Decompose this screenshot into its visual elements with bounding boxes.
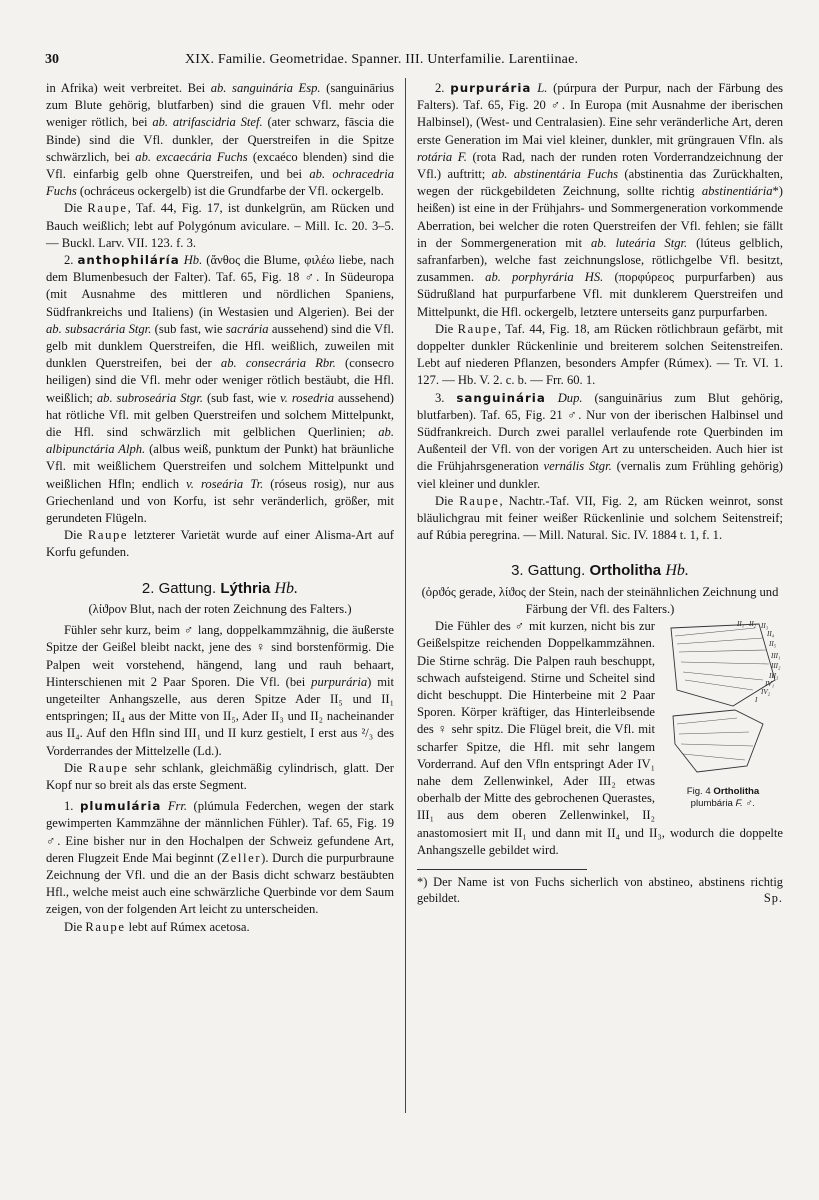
text-run: 1. bbox=[64, 799, 80, 814]
text-run: , Taf. 44, Fig. 18, am Rücken rötlichbraun gefärbt, mit doppelter dunkler Rückenlinie und breiterem solchen Seitenstreifen. Lebt auf niederen Pflanzen, besonders Ampfer (Rúmex). — Tr. VI. 1. 127. — Hb. V. 2. c. b. — Frr. 60. 1. bbox=[417, 321, 783, 388]
text-run: aussehend) hat rötliche Vfl. mit gelben Querstreifen und solchem Mittelpunkt, die Hfl. sind schwärzlich mit gelblichen Querlinien; bbox=[46, 390, 395, 440]
figure-genus: Ortholitha bbox=[713, 786, 760, 798]
text-run: (ἄνθος die Blume, φιλέω liebe, nach dem Blumenbesuch der Falter). Taf. 65, Fig. 18 ♂. In Südeuropa (mit Ausnahme des mittleren und nördlichen Spaniens, Südfrankreichs und Italiens) (in Westasien und Algerien). Bei der bbox=[46, 253, 394, 319]
footnote-rule bbox=[417, 869, 587, 870]
running-title: XIX. Familie. Geometridae. Spanner. III. Unterfamilie. Larentiinae. bbox=[185, 52, 579, 67]
vein-label: III₃ bbox=[769, 672, 779, 681]
text-run: (πορφύρεος purpurfarben) aus Südrußland hat purpurfarbene Vfl. mit dunklerem Querstreifen und Mittelpunkt, die Hfl. ockergelb, letztere unterseits ganz purpurfarben. bbox=[417, 270, 783, 319]
text-run: , Nachtr.-Taf. VII, Fig. 2, am Rücken weinrot, sonst bläulichgrau mit feiner weißer Rückenlinie und solchem Seitenstreif; auf Rúbia peregrina. — Mill. Natural. Sic. IV. 1884 t. 1, f. 1. bbox=[417, 493, 783, 543]
text-run: Die bbox=[64, 760, 89, 775]
genus-heading-ortholitha bbox=[417, 562, 783, 579]
column-divider bbox=[405, 78, 406, 1113]
italic-text: ab. atrifascidria Stef. bbox=[152, 115, 263, 130]
text-run: (vernalis zum Frühling gehörig) viel kleiner und dunkler. bbox=[417, 459, 783, 491]
genus-name: Lýthria bbox=[220, 579, 271, 597]
text-run: 2. bbox=[435, 81, 451, 95]
italic-text: v. rosedria bbox=[280, 390, 335, 405]
text-run: (albus weiß, punktum der Punkt) hat bräunliche Vfl. mit weißlichem Querstreifen und solchem Mittelpunkt und weißlichen Hfln; endlich bbox=[46, 442, 394, 491]
text-run: (ater schwarz, fāscia die Binde) sind die Vfl. dunkler, der Querstreifen in die Spitze schwärzlich, bei bbox=[46, 115, 395, 164]
genus-heading-lythria bbox=[46, 580, 394, 597]
spaced-text: Raupe bbox=[85, 919, 126, 934]
italic-text: v. roseária Tr. bbox=[186, 476, 264, 491]
text-run: Fühler sehr kurz, beim ♂ lang, doppelkammzähnig, die äußerste Spitze der Geißel bleibt nackt, jene des ♀ sind borstenförmig. Die Palpen weit vorstehend, hängend, lang und rauh behaart, Hinterschienen mit 2 Paar Sporen. Die Vfl. (bei bbox=[46, 623, 394, 689]
text-run: (sub fast, wie bbox=[151, 321, 226, 336]
text-run: (sanguinārius zum Blut gehörig, blutfarben). Taf. 65, Fig. 21 ♂. Nur von der iberischen Halbinsel und Südfrankreich. Durch zwei parallel verlaufende rote Querbinden im Außenteil der Vfl. von der vorigen Art zu unterscheiden. Auch hier ist die Frühjahrsgeneration bbox=[417, 390, 783, 474]
vein-label: II₄ bbox=[767, 630, 775, 639]
italic-text: ab. ochracedria Fuchs bbox=[46, 167, 394, 199]
text-run: (consecro heiligen) sind die Vfl. mehr oder weniger rötlich bestäubt, die Hfl. weißlich; bbox=[46, 356, 394, 405]
paragraph bbox=[46, 527, 394, 561]
italic-text: sacrária bbox=[225, 321, 269, 336]
italic-text: ab. luteária Stgr. bbox=[590, 235, 688, 250]
italic-text: ab. albipunctária Alph. bbox=[46, 425, 394, 457]
text-run: (ὀρϑός gerade, λίϑος der Stein, nach der steinähnlichen Zeichnung und Färbung der Vfl. des Falters.) bbox=[421, 584, 779, 616]
italic-text: ab. sanguinária Esp. bbox=[210, 81, 321, 95]
italic-text: ab. excaecária Fuchs bbox=[135, 149, 248, 164]
text-run: Die bbox=[435, 321, 458, 336]
spaced-text: Raupe bbox=[87, 201, 128, 216]
left-column bbox=[46, 80, 394, 936]
text-run: Die bbox=[64, 528, 88, 543]
italic-text: ab. subsacrária Stgr. bbox=[46, 321, 152, 336]
text-run: (róseus rosig), nur aus Griechenland und von Korfu, ist sehr veränderlich, größer, mit gerundeten Flügeln. bbox=[46, 476, 394, 526]
page-number: 30 bbox=[45, 52, 59, 67]
genus-author: Hb. bbox=[665, 562, 689, 580]
text-run: Die bbox=[435, 493, 460, 508]
italic-text: ab. porphyrária HS. bbox=[485, 270, 604, 285]
text-run: (plúmula Federchen, wegen der stark gewimperten Kammzähne der männlichen Fühler). Taf. 65, Fig. 19 ♂. Eine bisher nur in den Hochalpen der Schweiz gefundene Art, deren Flugzeit Ende Mai beginnt ( bbox=[46, 799, 394, 865]
etymology bbox=[46, 601, 394, 618]
italic-text: purpurária bbox=[311, 674, 368, 689]
italic-text: rotária F. bbox=[417, 149, 467, 164]
italic-text: ab. abstinentária Fuchs bbox=[491, 167, 619, 182]
genus-description bbox=[46, 622, 394, 760]
species-name: sanguinária bbox=[456, 390, 546, 405]
text-run: (excaéco blenden) sind die Vfl. einfarbig gelb ohne Querstreifen, und bei bbox=[46, 149, 394, 182]
text-run: aussehend) sind die Vfl. gelb mit dunklem Querstreifen, die Hfl. weißlich, zuweilen mit dunklen Querstreifen, bei der bbox=[46, 321, 394, 371]
wing-venation-drawing bbox=[663, 620, 783, 784]
text-run: (sub fast, wie bbox=[202, 390, 281, 405]
paragraph bbox=[46, 919, 394, 936]
text-run: (púrpura der Purpur, nach der Färbung des Falters). Taf. 65, Fig. 20 ♂. In Europa (mit Ausnahme der iberischen Halbinsel), (West- und Centralasien). Eine sehr veränderliche Art, deren erste Generation im Mai viel kleiner, dunkler, mit grüngrauen Vfln. als bbox=[417, 81, 783, 147]
text-run: Die Fühler des ♂ mit kurzen, nicht bis zur Geißelspitze reichenden Doppelkammzähnen. Die Stirne schräg. Die Palpen rauh beschuppt, schwach aufsteigend. Stirne und Scheitel sind dicht beschuppt. Die Hinterbeine mit 2 Paar Sporen. Körper kräftiger, das Hinterleibsende des ♀ sehr spitz. Die Flügel breit, die Vfl. mit scharfer Spitze, die Hfl. mit sehr langem Vorderrand. Auf den Vfln entspringt Ader IV₁ nahe dem Zellenwinkel, Ader III₂ etwas oberhalb der Mitte des gebrochenen Querastes, III₁ aus dem oberen Zellenwinkel, II₂ anastomosiert mit II₁ und dann mit II₄ und II₃, wodurch die doppelte Anhangszelle gebildet wird. bbox=[417, 619, 783, 857]
spaced-text: Raupe bbox=[457, 321, 498, 336]
genus-name: Ortholitha bbox=[589, 562, 662, 580]
footnote-signature: Sp. bbox=[763, 891, 783, 906]
text-run: Die bbox=[64, 201, 88, 216]
species-entry-sanguinaria bbox=[417, 390, 783, 493]
paragraph bbox=[417, 321, 783, 390]
text-run: ) mit ungeteilter Anhangszelle, aus deren Spitze Ader II₅ und II₁ entspringen; II₄ aus der Mitte von II₅, Ader II₃ und II₂ nacheinander aus II₄. Auf den Hfln sind III₁ und II kurz gestielt, I erst aus ²/₃ des Vorderrandes der Mittelzelle (Ld.). bbox=[46, 674, 395, 758]
right-column bbox=[417, 80, 783, 907]
species-entry-anthophilaria bbox=[46, 252, 394, 527]
italic-text: Dup. bbox=[557, 390, 583, 405]
species-entry-plumularia bbox=[46, 798, 394, 918]
spaced-text: Raupe bbox=[459, 493, 500, 508]
figure-label: Fig. 4 bbox=[686, 786, 711, 798]
vein-label: I bbox=[755, 696, 758, 705]
text-run: Die bbox=[64, 919, 86, 934]
italic-text: abstinentiária bbox=[701, 184, 773, 199]
figure-author: F. ♂. bbox=[735, 798, 756, 810]
text-run: (sanguinārius zum Blute gehörig, blutfarben) sind die grauen Vfl. mehr oder weniger rötlich, bei bbox=[46, 81, 394, 130]
spaced-text: Raupe bbox=[88, 760, 129, 775]
text-run: 2. bbox=[64, 253, 78, 268]
text-run: ). Durch die purpurbraune Zeichnung der Vfl. und die an der Basis dicht schwarz bestäubten Hfl., welche meist auch eine schwärzliche Querbinde vor dem Saum zeigen, von der folgenden Art leicht zu unterscheiden. bbox=[46, 850, 395, 917]
vein-label: II₃ bbox=[761, 622, 769, 631]
paragraph bbox=[46, 200, 394, 252]
text-run: (abstinentia das Zurückhalten, wegen der rückgebildeten Zeichnung, sollte richtig bbox=[417, 167, 783, 199]
text-run: in Afrika) weit verbreitet. Bei bbox=[46, 81, 211, 95]
text-run: , Taf. 44, Fig. 17, ist dunkelgrün, am Rücken und Bauch weißlich; lebt auf Polygónum aviculare. – Mill. Ic. 20. 3–5. — Buckl. Larv. VII. 123. f. 3. bbox=[46, 201, 394, 250]
page-header bbox=[45, 48, 785, 72]
vein-label: II₂ bbox=[749, 620, 757, 629]
wing-venation-figure bbox=[663, 620, 783, 816]
figure-caption bbox=[663, 786, 783, 810]
vein-label: II₁ bbox=[737, 620, 745, 629]
vein-label: IV₁ bbox=[765, 680, 775, 689]
text-run: (lúteus gelblich, safranfarben), welche fast zeichnungslose, rötlichgelbe Vfl. besitzt, zusammen. bbox=[417, 235, 783, 285]
text-run bbox=[546, 391, 558, 405]
italic-text: Hb. bbox=[183, 253, 203, 268]
figure-species: plumbária bbox=[690, 798, 733, 810]
vein-label: IV₂ bbox=[761, 688, 771, 697]
vein-label: II₅ bbox=[769, 640, 777, 649]
footnote bbox=[417, 874, 783, 907]
spaced-text: Zeller bbox=[221, 850, 262, 865]
vein-label: III₁ bbox=[771, 652, 781, 661]
text-run: sehr schlank, gleichmäßig cylindrisch, glatt. Der Kopf nur so breit als das erste Segment. bbox=[46, 760, 394, 792]
spaced-text: Raupe bbox=[87, 528, 129, 543]
paragraph bbox=[46, 760, 394, 794]
italic-text: ab. subroseária Stgr. bbox=[96, 390, 203, 405]
italic-text: vernális Stgr. bbox=[543, 459, 612, 474]
etymology bbox=[417, 584, 783, 618]
genus-number: 3. Gattung. bbox=[511, 562, 586, 580]
paragraph bbox=[46, 80, 394, 200]
species-name: anthophiláría bbox=[77, 253, 180, 268]
italic-text: Frr. bbox=[167, 799, 188, 814]
text-run: *) heißen) ist eine in der Frühjahrs- und Sommergeneration vorkommende Aberration, bei welcher die roten Querstreifen der Vfl. fehlen; sie fällt in der Sommergeneration mit bbox=[417, 184, 783, 250]
text-run: (ochráceus ockergelb) ist die Grundfarbe der Vfl. ockergelb. bbox=[76, 184, 384, 199]
species-name: plumulária bbox=[79, 799, 162, 814]
paragraph bbox=[417, 493, 783, 545]
text-run: lebt auf Rúmex acetosa. bbox=[125, 919, 250, 934]
italic-text: L. bbox=[537, 81, 548, 95]
genus-number: 2. Gattung. bbox=[141, 579, 217, 597]
italic-text: ab. consecrária Rbr. bbox=[220, 356, 336, 371]
text-run: (λίϑρον Blut, nach der roten Zeichnung des Falters.) bbox=[88, 601, 352, 616]
species-entry-purpuraria bbox=[417, 80, 783, 321]
text-run: 3. bbox=[435, 390, 457, 405]
genus-author: Hb. bbox=[274, 579, 299, 597]
text-run: letzterer Varietät wurde auf einer Alisma-Art auf Korfu gefunden. bbox=[46, 528, 394, 560]
text-run: (rota Rad, nach der runden roten Vorderrandzeichnung der Vfl.) auftritt; bbox=[417, 149, 783, 182]
species-name: purpurária bbox=[450, 81, 532, 95]
vein-label: III₂ bbox=[771, 662, 781, 671]
footnote-text: *) Der Name ist von Fuchs sicherlich von abstineo, abstinens richtig gebildet. bbox=[417, 874, 783, 906]
